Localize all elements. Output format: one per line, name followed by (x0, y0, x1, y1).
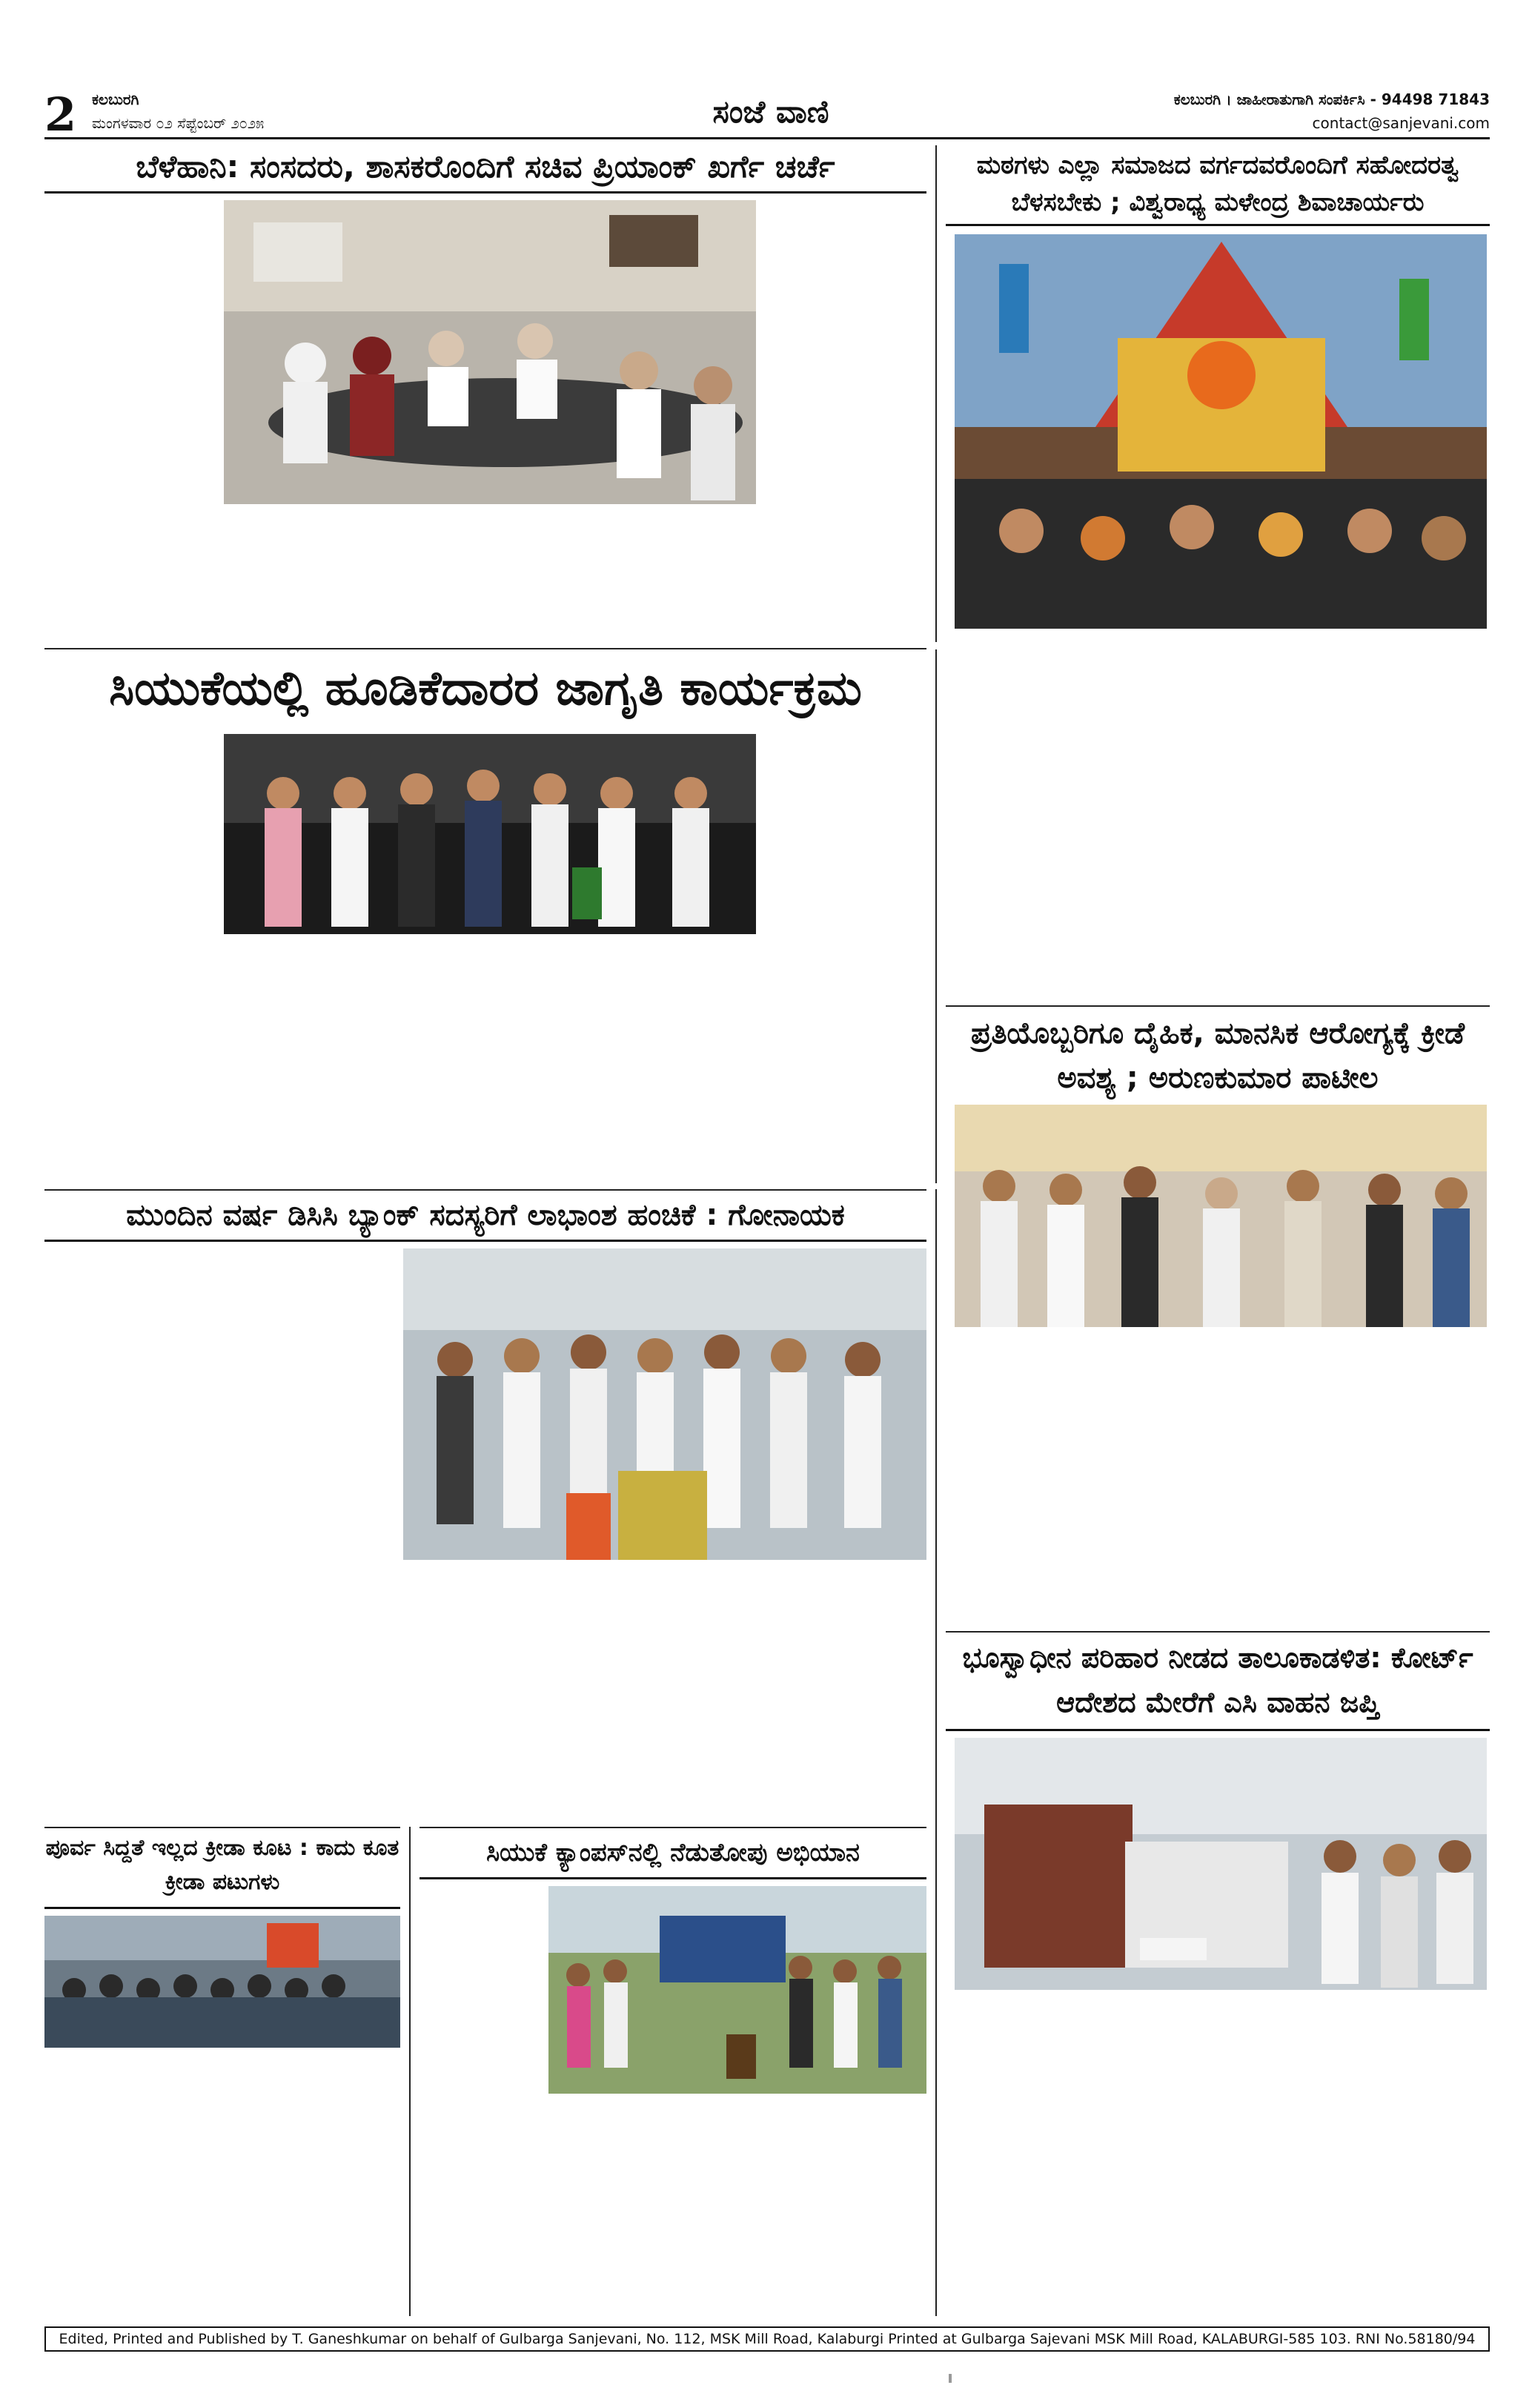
article-1-column-1 (44, 200, 215, 638)
article-5-column-2 (224, 1248, 394, 1819)
article-8-column-2 (548, 2100, 730, 2315)
article-3-column-5 (765, 734, 926, 1179)
divider (935, 145, 937, 642)
article-6-headline: ಭೂಸ್ವಾಧೀನ ಪರಿಹಾರ ನೀಡದ ತಾಲೂಕಾಡಳಿತ: ಕೋರ್ಟ್ ಆದೇಶದ ಮೇರೆಗೆ ಎಸಿ ವಾಹನ ಜಪ್ತಿ (962, 1641, 1473, 1719)
divider (44, 191, 926, 194)
page-mark (949, 2374, 952, 2383)
article-2-column-3 (1313, 635, 1487, 998)
article-4-photo (955, 1105, 1487, 1327)
article-1-column-4 (583, 510, 756, 640)
article-1-photo (224, 200, 756, 504)
investor-awareness-photo-image (224, 734, 756, 934)
sports-meet-photo-image (955, 1105, 1487, 1327)
article-3-column-3 (403, 940, 574, 1177)
divider (420, 1827, 926, 1828)
article-2-headline: ಮಠಗಳು ಎಲ್ಲಾ ಸಮಾಜದ ವರ್ಗದವರೊಂದಿಗೆ ಸಹೋದರತ್ವ ಬೆಳಸಬೇಕು ; ವಿಶ್ವರಾಧ್ಯ ಮಳೇಂದ್ರ ಶಿವಾಚಾರ್ಯರು (976, 150, 1459, 217)
article-6-column-2 (1219, 1996, 1487, 2315)
article-8-headline: ಸಿಯುಕೆ ಕ್ಯಾಂಪಸ್‌ನಲ್ಲಿ ನೆಡುತೋಪು ಅಭಿಯಾನ (486, 1838, 860, 1868)
contact-email: contact@sanjevani.com (1312, 114, 1490, 132)
divider (935, 1189, 937, 2316)
article-5-photo (403, 1248, 926, 1560)
imprint-line: Edited, Printed and Published by T. Ganeshkumar on behalf of Gulbarga Sanjevani, No. 112, MSK Mill Road, Kalaburgi Printed at Gulbarga Sajevani MSK Mill Road, KALABURGI-585 103. RNI No.58180/94 (44, 2326, 1490, 2352)
article-8-column-3 (739, 2100, 926, 2315)
article-5-column-3 (403, 1566, 574, 1822)
article-6-column-1 (955, 1996, 1210, 2315)
article-2-photo (955, 234, 1487, 629)
tree-planting-photo-image (548, 1886, 926, 2094)
divider (946, 1005, 1490, 1007)
article-5-column-1 (44, 1248, 215, 1819)
article-1-column-2 (224, 510, 394, 640)
article-4-headline: ಪ್ರತಿಯೊಬ್ಬರಿಗೂ ದೈಹಿಕ, ಮಾನಸಿಕ ಆರೋಗ್ಯಕ್ಕೆ ಕ್ರೀಡೆ ಅವಶ್ಯ ; ಅರುಣಕುಮಾರ ಪಾಟೀಲ (970, 1016, 1465, 1095)
divider (946, 224, 1490, 226)
article-2-column-1 (955, 635, 1125, 998)
article-4-column-1 (955, 1333, 1125, 1622)
article-8-column-1 (420, 1886, 542, 2094)
article-5-column-4 (583, 1566, 753, 1822)
logo-text: ಸಂಜೆ ವಾಣಿ (712, 93, 829, 130)
students-waiting-photo-image (44, 1916, 400, 2048)
divider (420, 1877, 926, 1879)
article-5-column-5 (762, 1566, 926, 1822)
vehicle-seizure-photo-image (955, 1738, 1487, 1990)
article-6-photo (955, 1738, 1487, 1990)
article-8-photo (548, 1886, 926, 2094)
article-3-column-2 (224, 940, 394, 1177)
advert-contact-line: ಕಲಬುರಗಿ । ಜಾಹೀರಾತುಗಾಗಿ ಸಂಪರ್ಕಿಸಿ - 94498 71843 (1173, 90, 1490, 108)
divider (44, 1189, 926, 1191)
article-7-headline: ಪೂರ್ವ ಸಿದ್ದತೆ ಇಲ್ಲದ ಕ್ರೀಡಾ ಕೂಟ : ಕಾದು ಕೂತ ಕ್ರೀಡಾ ಪಟುಗಳು (45, 1835, 399, 1895)
article-1-column-3 (403, 510, 574, 640)
article-5-headline: ಮುಂದಿನ ವರ್ಷ ಡಿಸಿಸಿ ಬ್ಯಾಂಕ್ ಸದಸ್ಯರಿಗೆ ಲಾಭಾಂಶ ಹಂಚಿಕೆ : ಗೋನಾಯಕ (126, 1198, 845, 1232)
article-1-headline: ಬೆಳೆಹಾನಿ: ಸಂಸದರು, ಶಾಸಕರೊಂದಿಗೆ ಸಚಿವ ಪ್ರಿಯಾಂಕ್ ಖರ್ಗೆ ಚರ್ಚೆ (136, 148, 835, 185)
article-1-column-5 (765, 200, 926, 638)
divider (409, 1827, 411, 2316)
divider (935, 649, 937, 1183)
article-3-column-1 (44, 734, 215, 1179)
divider (44, 1907, 400, 1909)
page-number: 2 (44, 87, 77, 142)
divider (44, 1240, 926, 1242)
divider (44, 648, 926, 649)
article-2-column-2 (1134, 635, 1304, 998)
chariot-procession-photo-image (955, 234, 1487, 629)
article-3-headline: ಸಿಯುಕೆಯಲ್ಲಿ ಹೂಡಿಕೆದಾರರ ಜಾಗೃತಿ ಕಾರ್ಯಕ್ರಮ (109, 661, 862, 716)
issue-date: ಮಂಗಳವಾರ ೦೨ ಸೆಪ್ಟೆಂಬರ್ ೨೦೨೫ (92, 114, 265, 132)
edition-city: ಕಲಬುರಗಿ (92, 90, 139, 108)
article-7-photo (44, 1916, 400, 2048)
article-4-column-3 (1313, 1333, 1487, 1622)
bank-meeting-photo-image (403, 1248, 926, 1560)
article-3-photo (224, 734, 756, 934)
meeting-photo-image (224, 200, 756, 504)
divider (44, 1827, 400, 1828)
newspaper-logo (674, 90, 867, 135)
article-7-column-1 (44, 2054, 215, 2313)
divider (946, 1631, 1490, 1633)
divider (946, 1729, 1490, 1731)
article-4-column-2 (1134, 1333, 1304, 1622)
article-7-column-2 (224, 2054, 400, 2313)
masthead (44, 87, 1490, 142)
article-3-column-4 (583, 940, 756, 1177)
